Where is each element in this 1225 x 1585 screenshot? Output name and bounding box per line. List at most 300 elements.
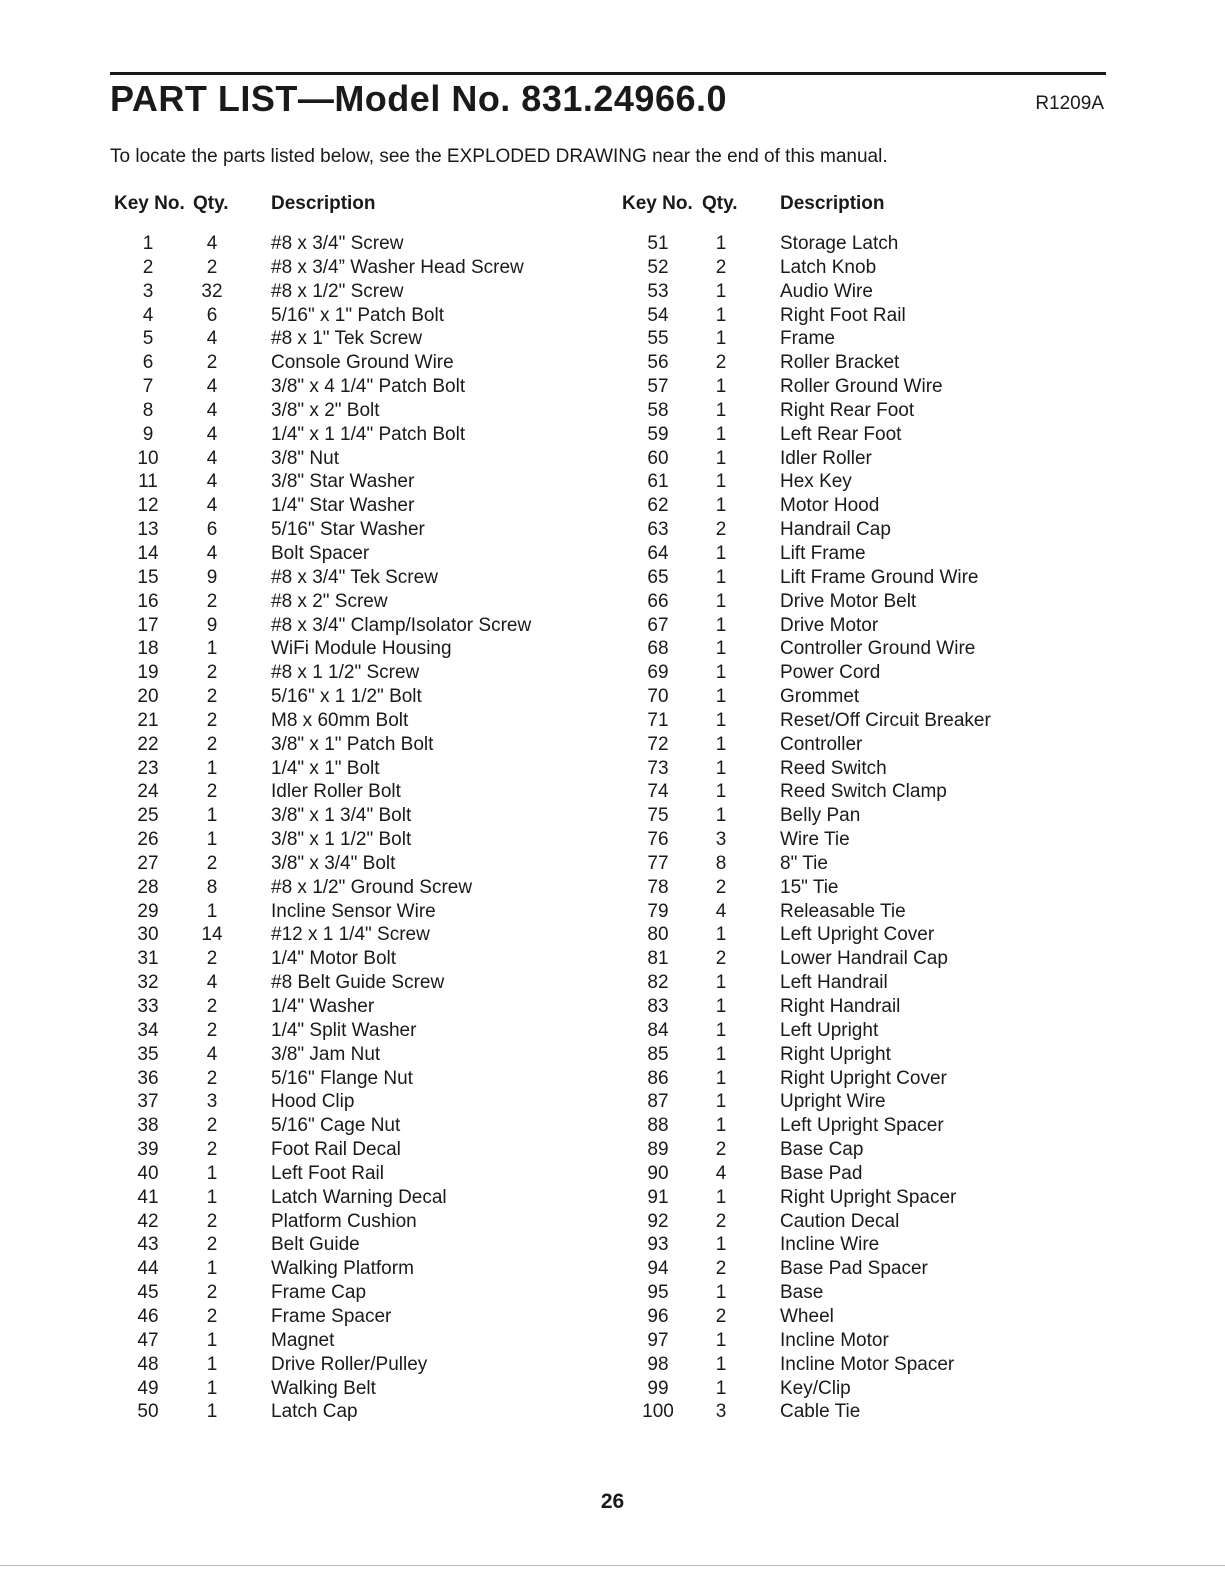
key-no-cell: 91 — [647, 1186, 669, 1208]
qty-cell: 1 — [715, 1377, 727, 1399]
description-cell: Handrail Cap — [780, 519, 891, 541]
description-cell: Audio Wire — [780, 280, 873, 302]
qty-cell: 1 — [715, 686, 727, 708]
key-no-cell: 86 — [647, 1067, 669, 1089]
description-cell: 5/16" Cage Nut — [271, 1115, 401, 1137]
right-header-description: Description — [780, 193, 885, 214]
key-no-cell: 53 — [647, 280, 669, 302]
key-no-cell: 49 — [137, 1377, 159, 1399]
description-cell: Base Pad — [780, 1162, 863, 1184]
description-cell: Controller — [780, 733, 863, 755]
description-cell: Cable Tie — [780, 1401, 861, 1423]
qty-cell: 4 — [206, 471, 218, 493]
key-no-cell: 99 — [647, 1377, 669, 1399]
qty-cell: 1 — [715, 233, 727, 254]
qty-cell: 1 — [715, 590, 727, 612]
qty-cell: 2 — [715, 1258, 727, 1280]
key-no-cell: 37 — [137, 1091, 159, 1113]
qty-cell: 1 — [715, 1353, 727, 1375]
qty-cell: 2 — [715, 948, 727, 970]
description-cell: 5/16" Flange Nut — [271, 1067, 413, 1089]
key-no-cell: 2 — [142, 256, 154, 278]
qty-cell: 4 — [206, 972, 218, 994]
description-cell: Idler Roller Bolt — [271, 781, 401, 803]
key-no-cell: 44 — [137, 1258, 159, 1280]
description-cell: #12 x 1 1/4" Screw — [271, 924, 430, 946]
qty-cell: 1 — [206, 1258, 218, 1280]
description-cell: #8 x 2" Screw — [271, 590, 388, 612]
key-no-cell: 10 — [137, 447, 159, 469]
qty-cell: 2 — [715, 256, 727, 278]
key-no-cell: 12 — [137, 495, 159, 517]
qty-cell: 2 — [715, 1139, 727, 1161]
qty-cell: 1 — [206, 829, 218, 851]
key-no-cell: 93 — [647, 1234, 669, 1256]
left-header-qty: Qty. — [193, 193, 229, 214]
qty-cell: 8 — [206, 876, 218, 898]
description-cell: 3/8" Nut — [271, 447, 340, 469]
qty-cell: 1 — [206, 1162, 218, 1184]
description-cell: Left Rear Foot — [780, 423, 902, 445]
key-no-cell: 39 — [137, 1139, 159, 1161]
description-cell: Motor Hood — [780, 495, 880, 517]
qty-cell: 1 — [715, 1019, 727, 1041]
qty-cell: 2 — [206, 1305, 218, 1327]
qty-cell: 32 — [201, 280, 223, 302]
key-no-cell: 30 — [137, 924, 159, 946]
key-no-cell: 83 — [647, 996, 669, 1017]
key-no-cell: 23 — [137, 757, 159, 779]
description-cell: 5/16" x 1 1/2" Bolt — [271, 686, 422, 708]
description-cell: Right Rear Foot — [780, 399, 915, 421]
key-no-cell: 41 — [137, 1186, 159, 1208]
description-cell: Drive Motor — [780, 614, 879, 636]
qty-cell: 2 — [206, 996, 218, 1017]
key-no-cell: 43 — [137, 1234, 159, 1256]
qty-cell: 14 — [201, 924, 223, 946]
qty-cell: 4 — [206, 447, 218, 469]
description-cell: 3/8" Jam Nut — [271, 1043, 381, 1065]
qty-cell: 4 — [715, 900, 727, 922]
qty-cell: 1 — [715, 1329, 727, 1351]
key-no-cell: 98 — [647, 1353, 669, 1375]
description-cell: Incline Motor — [780, 1329, 889, 1351]
description-cell: Latch Cap — [271, 1401, 358, 1423]
key-no-cell: 51 — [647, 233, 669, 254]
description-cell: Left Handrail — [780, 972, 888, 994]
key-no-cell: 1 — [142, 233, 154, 254]
qty-cell: 8 — [715, 852, 727, 874]
qty-cell: 1 — [715, 757, 727, 779]
qty-cell: 1 — [715, 805, 727, 827]
description-cell: 1/4" Motor Bolt — [271, 948, 397, 970]
qty-cell: 2 — [715, 352, 727, 374]
key-no-cell: 75 — [647, 805, 669, 827]
description-cell: #8 x 1/2" Screw — [271, 280, 404, 302]
key-no-cell: 89 — [647, 1139, 669, 1161]
qty-cell: 2 — [715, 519, 727, 541]
qty-cell: 1 — [715, 709, 727, 731]
key-no-cell: 67 — [647, 614, 669, 636]
key-no-cell: 5 — [142, 328, 154, 350]
key-no-cell: 68 — [647, 638, 669, 660]
key-no-cell: 97 — [647, 1329, 669, 1351]
description-cell: Latch Warning Decal — [271, 1186, 447, 1208]
description-cell: Lift Frame Ground Wire — [780, 566, 979, 588]
description-cell: Frame — [780, 328, 835, 350]
description-cell: #8 x 3/4" Tek Screw — [271, 566, 438, 588]
key-no-cell: 85 — [647, 1043, 669, 1065]
description-cell: Base Cap — [780, 1139, 864, 1161]
qty-cell: 1 — [715, 280, 727, 302]
description-cell: 8" Tie — [780, 852, 828, 874]
key-no-cell: 28 — [137, 876, 159, 898]
key-no-cell: 88 — [647, 1115, 669, 1137]
qty-cell: 1 — [206, 1353, 218, 1375]
qty-cell: 1 — [206, 900, 218, 922]
description-cell: Right Upright Spacer — [780, 1186, 957, 1208]
description-cell: Drive Motor Belt — [780, 590, 917, 612]
description-cell: Incline Motor Spacer — [780, 1353, 955, 1375]
description-cell: #8 x 3/4" Clamp/Isolator Screw — [271, 614, 532, 636]
key-no-cell: 34 — [137, 1019, 159, 1041]
qty-cell: 1 — [206, 638, 218, 660]
description-cell: Left Foot Rail — [271, 1162, 384, 1184]
qty-cell: 4 — [206, 328, 218, 350]
qty-cell: 1 — [715, 376, 727, 398]
key-no-cell: 79 — [647, 900, 669, 922]
qty-cell: 1 — [715, 1234, 727, 1256]
description-cell: 1/4" Split Washer — [271, 1019, 417, 1041]
qty-cell: 1 — [715, 1043, 727, 1065]
key-no-cell: 6 — [142, 352, 154, 374]
qty-cell: 1 — [715, 924, 727, 946]
description-cell: 1/4" Washer — [271, 996, 375, 1017]
description-cell: Left Upright — [780, 1019, 879, 1041]
right-header-key-no: Key No. — [622, 193, 693, 214]
key-no-cell: 59 — [647, 423, 669, 445]
qty-cell: 6 — [206, 519, 218, 541]
key-no-cell: 50 — [137, 1401, 159, 1423]
description-cell: Right Handrail — [780, 996, 901, 1017]
qty-cell: 2 — [206, 1019, 218, 1041]
header-rule — [110, 72, 1106, 75]
description-cell: Releasable Tie — [780, 900, 906, 922]
key-no-cell: 38 — [137, 1115, 159, 1137]
key-no-cell: 65 — [647, 566, 669, 588]
qty-cell: 1 — [715, 1091, 727, 1113]
key-no-cell: 90 — [647, 1162, 669, 1184]
qty-cell: 1 — [715, 495, 727, 517]
key-no-cell: 92 — [647, 1210, 669, 1232]
key-no-cell: 95 — [647, 1282, 669, 1304]
key-no-cell: 13 — [137, 519, 159, 541]
page-number: 26 — [600, 1490, 625, 1513]
qty-cell: 1 — [715, 328, 727, 350]
description-cell: #8 Belt Guide Screw — [271, 972, 445, 994]
key-no-cell: 72 — [647, 733, 669, 755]
key-no-cell: 63 — [647, 519, 669, 541]
qty-cell: 2 — [206, 1139, 218, 1161]
key-no-cell: 14 — [137, 542, 159, 564]
description-cell: 3/8" Star Washer — [271, 471, 415, 493]
qty-cell: 2 — [206, 733, 218, 755]
key-no-cell: 81 — [647, 948, 669, 970]
key-no-cell: 35 — [137, 1043, 159, 1065]
qty-cell: 4 — [206, 233, 218, 254]
key-no-cell: 48 — [137, 1353, 159, 1375]
description-cell: Reset/Off Circuit Breaker — [780, 709, 991, 731]
description-cell: Walking Belt — [271, 1377, 376, 1399]
key-no-cell: 8 — [142, 399, 154, 421]
qty-cell: 2 — [206, 852, 218, 874]
qty-cell: 4 — [715, 1162, 727, 1184]
key-no-cell: 27 — [137, 852, 159, 874]
description-cell: 5/16" Star Washer — [271, 519, 425, 541]
description-cell: Left Upright Cover — [780, 924, 935, 946]
description-cell: Reed Switch — [780, 757, 887, 779]
qty-cell: 2 — [206, 662, 218, 684]
key-no-cell: 3 — [142, 280, 154, 302]
key-no-cell: 60 — [647, 447, 669, 469]
key-no-cell: 77 — [647, 852, 669, 874]
key-no-cell: 18 — [137, 638, 159, 660]
qty-cell: 3 — [715, 1401, 727, 1423]
qty-cell: 2 — [206, 709, 218, 731]
key-no-cell: 71 — [647, 709, 669, 731]
description-cell: M8 x 60mm Bolt — [271, 709, 409, 731]
key-no-cell: 57 — [647, 376, 669, 398]
qty-cell: 1 — [715, 996, 727, 1017]
description-cell: Incline Wire — [780, 1234, 880, 1256]
qty-cell: 1 — [715, 781, 727, 803]
description-cell: Belly Pan — [780, 805, 861, 827]
qty-cell: 1 — [715, 1067, 727, 1089]
key-no-cell: 82 — [647, 972, 669, 994]
key-no-cell: 73 — [647, 757, 669, 779]
key-no-cell: 19 — [137, 662, 159, 684]
key-no-cell: 4 — [142, 304, 154, 326]
qty-cell: 4 — [206, 376, 218, 398]
key-no-cell: 7 — [142, 376, 154, 398]
key-no-cell: 69 — [647, 662, 669, 684]
description-cell: 1/4" Star Washer — [271, 495, 415, 517]
qty-cell: 2 — [206, 781, 218, 803]
key-no-cell: 55 — [647, 328, 669, 350]
qty-cell: 2 — [206, 590, 218, 612]
qty-cell: 1 — [715, 1186, 727, 1208]
key-no-cell: 36 — [137, 1067, 159, 1089]
footer-rule — [0, 1565, 1225, 1566]
qty-cell: 4 — [206, 399, 218, 421]
description-cell: #8 x 3/4” Washer Head Screw — [271, 256, 524, 278]
qty-cell: 2 — [206, 686, 218, 708]
qty-cell: 2 — [715, 876, 727, 898]
qty-cell: 4 — [206, 423, 218, 445]
key-no-cell: 64 — [647, 542, 669, 564]
qty-cell: 1 — [206, 1186, 218, 1208]
key-no-cell: 62 — [647, 495, 669, 517]
description-cell: Roller Bracket — [780, 352, 900, 374]
description-cell: 3/8" x 1 3/4" Bolt — [271, 805, 412, 827]
description-cell: WiFi Module Housing — [271, 638, 452, 660]
description-cell: Hex Key — [780, 471, 852, 493]
description-cell: Lift Frame — [780, 542, 866, 564]
description-cell: Left Upright Spacer — [780, 1115, 944, 1137]
description-cell: Controller Ground Wire — [780, 638, 976, 660]
qty-cell: 6 — [206, 304, 218, 326]
description-cell: Caution Decal — [780, 1210, 900, 1232]
description-cell: Lower Handrail Cap — [780, 948, 948, 970]
qty-cell: 4 — [206, 495, 218, 517]
description-cell: Base — [780, 1282, 824, 1304]
description-cell: Key/Clip — [780, 1377, 851, 1399]
description-cell: 3/8" x 3/4" Bolt — [271, 852, 396, 874]
left-header-description: Description — [271, 193, 376, 214]
qty-cell: 4 — [206, 542, 218, 564]
document-code: R1209A — [1035, 93, 1104, 114]
qty-cell: 1 — [206, 1329, 218, 1351]
qty-cell: 1 — [715, 662, 727, 684]
description-cell: Foot Rail Decal — [271, 1139, 401, 1161]
key-no-cell: 9 — [142, 423, 154, 445]
description-cell: Walking Platform — [271, 1258, 414, 1280]
qty-cell: 1 — [715, 733, 727, 755]
key-no-cell: 21 — [137, 709, 159, 731]
qty-cell: 1 — [715, 304, 727, 326]
qty-cell: 1 — [206, 1377, 218, 1399]
key-no-cell: 24 — [137, 781, 159, 803]
key-no-cell: 20 — [137, 686, 159, 708]
qty-cell: 1 — [206, 757, 218, 779]
description-cell: Console Ground Wire — [271, 352, 454, 374]
description-cell: 3/8" x 4 1/4" Patch Bolt — [271, 376, 466, 398]
qty-cell: 1 — [715, 542, 727, 564]
key-no-cell: 87 — [647, 1091, 669, 1113]
qty-cell: 1 — [715, 471, 727, 493]
qty-cell: 2 — [206, 1282, 218, 1304]
key-no-cell: 66 — [647, 590, 669, 612]
qty-cell: 1 — [715, 638, 727, 660]
key-no-cell: 100 — [642, 1401, 674, 1423]
key-no-cell: 42 — [137, 1210, 159, 1232]
key-no-cell: 16 — [137, 590, 159, 612]
qty-cell: 4 — [206, 1043, 218, 1065]
qty-cell: 1 — [206, 805, 218, 827]
description-cell: 1/4" x 1" Bolt — [271, 757, 380, 779]
description-cell: Platform Cushion — [271, 1210, 417, 1232]
description-cell: 15" Tie — [780, 876, 839, 898]
qty-cell: 1 — [715, 1282, 727, 1304]
key-no-cell: 17 — [137, 614, 159, 636]
qty-cell: 2 — [206, 1067, 218, 1089]
key-no-cell: 25 — [137, 805, 159, 827]
description-cell: 1/4" x 1 1/4" Patch Bolt — [271, 423, 466, 445]
description-cell: Reed Switch Clamp — [780, 781, 947, 803]
qty-cell: 2 — [206, 948, 218, 970]
qty-cell: 1 — [206, 1401, 218, 1423]
qty-cell: 1 — [715, 399, 727, 421]
qty-cell: 2 — [206, 1234, 218, 1256]
qty-cell: 9 — [206, 566, 218, 588]
qty-cell: 1 — [715, 447, 727, 469]
left-header-key-no: Key No. — [114, 193, 185, 214]
description-cell: Belt Guide — [271, 1234, 360, 1256]
description-cell: Grommet — [780, 686, 860, 708]
qty-cell: 2 — [206, 256, 218, 278]
qty-cell: 1 — [715, 566, 727, 588]
key-no-cell: 70 — [647, 686, 669, 708]
qty-cell: 3 — [715, 829, 727, 851]
qty-cell: 1 — [715, 972, 727, 994]
description-cell: Right Upright Cover — [780, 1067, 947, 1089]
key-no-cell: 54 — [647, 304, 669, 326]
key-no-cell: 52 — [647, 256, 669, 278]
qty-cell: 9 — [206, 614, 218, 636]
qty-cell: 1 — [715, 614, 727, 636]
description-cell: Right Foot Rail — [780, 304, 906, 326]
description-cell: Wire Tie — [780, 829, 850, 851]
description-cell: Drive Roller/Pulley — [271, 1353, 428, 1375]
right-header-qty: Qty. — [702, 193, 738, 214]
description-cell: Right Upright — [780, 1043, 891, 1065]
description-cell: Bolt Spacer — [271, 542, 370, 564]
qty-cell: 2 — [715, 1210, 727, 1232]
description-cell: 5/16" x 1" Patch Bolt — [271, 304, 444, 326]
key-no-cell: 96 — [647, 1305, 669, 1327]
key-no-cell: 22 — [137, 733, 159, 755]
description-cell: 3/8" x 1 1/2" Bolt — [271, 829, 412, 851]
key-no-cell: 80 — [647, 924, 669, 946]
description-cell: Wheel — [780, 1305, 834, 1327]
description-cell: Base Pad Spacer — [780, 1258, 928, 1280]
key-no-cell: 74 — [647, 781, 669, 803]
description-cell: Frame Cap — [271, 1282, 367, 1304]
qty-cell: 1 — [715, 1115, 727, 1137]
key-no-cell: 40 — [137, 1162, 159, 1184]
key-no-cell: 32 — [137, 972, 159, 994]
key-no-cell: 76 — [647, 829, 669, 851]
description-cell: Magnet — [271, 1329, 335, 1351]
description-cell: Incline Sensor Wire — [271, 900, 436, 922]
description-cell: #8 x 1 1/2" Screw — [271, 662, 420, 684]
description-cell: Frame Spacer — [271, 1305, 392, 1327]
description-cell: 3/8" x 2" Bolt — [271, 399, 380, 421]
description-cell: Hood Clip — [271, 1091, 355, 1113]
key-no-cell: 31 — [137, 948, 159, 970]
intro-text: To locate the parts listed below, see the EXPLODED DRAWING near the end of this manual. — [110, 146, 888, 167]
description-cell: Latch Knob — [780, 256, 877, 278]
key-no-cell: 46 — [137, 1305, 159, 1327]
qty-cell: 1 — [715, 423, 727, 445]
description-cell: #8 x 1/2" Ground Screw — [271, 876, 473, 898]
qty-cell: 2 — [715, 1305, 727, 1327]
key-no-cell: 15 — [137, 566, 159, 588]
description-cell: 3/8" x 1" Patch Bolt — [271, 733, 434, 755]
key-no-cell: 56 — [647, 352, 669, 374]
page-title: PART LIST—Model No. 831.24966.0 — [110, 78, 728, 119]
description-cell: Storage Latch — [780, 233, 899, 254]
qty-cell: 2 — [206, 1210, 218, 1232]
key-no-cell: 84 — [647, 1019, 669, 1041]
key-no-cell: 78 — [647, 876, 669, 898]
key-no-cell: 47 — [137, 1329, 159, 1351]
description-cell: #8 x 1" Tek Screw — [271, 328, 423, 350]
qty-cell: 2 — [206, 1115, 218, 1137]
key-no-cell: 29 — [137, 900, 159, 922]
description-cell: Idler Roller — [780, 447, 872, 469]
qty-cell: 3 — [206, 1091, 218, 1113]
